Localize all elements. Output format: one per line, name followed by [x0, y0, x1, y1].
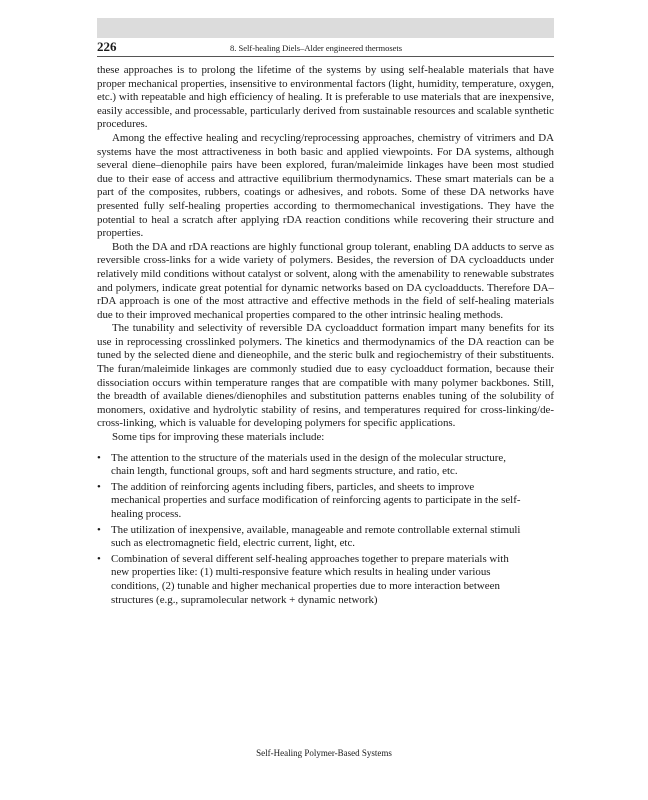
list-item-text: The attention to the structure of the materials used in the design of the molecular structure, chain length, functional groups, soft and hard segments structure, and ratio, etc.: [111, 451, 506, 478]
list-item: [97, 553, 524, 607]
paragraph-da-rda: Both the DA and rDA reactions are highly functional group tolerant, enabling DA adducts to serve as reversible cross-links for a wide variety of polymers. Besides, the reversion of DA cycloadducts under relatively mild conditions without catalyst or solvent, along with the amenability to renewable substrates and polymers, indicate great potential for dynamic networks based on DA cycloadducts. Therefore DA–rDA approach is one of the most attractive and effective methods in the field of self-healing materials due to their improved mechanical properties compared to the other intrinsic healing methods.: [97, 240, 554, 321]
footer-book-title: Self-Healing Polymer-Based Systems: [256, 748, 392, 758]
list-item: [97, 524, 524, 551]
list-item-text: The addition of reinforcing agents including fibers, particles, and sheets to improve mechanical properties and surface modification of reinforcing agents to participate in the self-healing process.: [111, 480, 521, 520]
header-bar: [97, 18, 554, 38]
list-item: [97, 452, 524, 479]
paragraph-tips-intro: Some tips for improving these materials include:: [112, 431, 325, 444]
list-item: [97, 481, 524, 522]
header-rule: [97, 56, 554, 57]
tips-list: [97, 452, 554, 608]
paragraph-vitrimers-da: Among the effective healing and recycling/reprocessing approaches, chemistry of vitrimers and DA systems have the most attractiveness in both basic and applied viewpoints. For DA systems, although several diene–dienophile pairs have been explored, furan/maleimide linkages have been most studied due to their ease of access and attractive equilibrium thermodynamics. These smart materials can be a part of the composites, rubbers, coatings or adhesives, and robots. Some of these DA networks have presented fully self-healing properties according to thermomechanical investigations. They have the potential to heal a scratch after applying rDA reaction conditions while recovering their structure and properties.: [97, 131, 554, 240]
paragraph-continuation: these approaches is to prolong the lifetime of the systems by using self-healable materials that have proper mechanical properties, insensitive to environmental factors (light, humidity, temperature, oxygen, etc.) with repeatable and high efficiency of healing. It is preferable to use materials that are inexpensive, easily accessible, and processable, particularly derived from sustainable resources and scalable synthetic procedures.: [97, 64, 554, 131]
page-number: 226: [97, 39, 117, 54]
bullet-icon: •: [97, 523, 101, 536]
running-head: 8. Self-healing Diels–Alder engineered thermosets: [230, 43, 403, 53]
list-item-text: Combination of several different self-healing approaches together to prepare materials with new properties like: (1) multi-responsive feature which results in healing under various conditions, (2) tunable and higher mechanical properties due to more interaction between structures (e.g., supramolecular network + dynamic network): [111, 552, 509, 606]
bullet-icon: •: [97, 480, 101, 493]
bullet-icon: •: [97, 552, 101, 565]
paragraph-tunability: The tunability and selectivity of reversible DA cycloadduct formation impart many benefits for its use in reprocessing crosslinked polymers. The kinetics and thermodynamics of the DA reaction can be tuned by the selected diene and dieneophile, and the steric bulk and regiochemistry of their substituents. The furan/maleimide linkages are commonly studied due to easy cycloadduct formation, because their dissociation occurs within temperature ranges that are compatible with many polymer backbones. Still, the breadth of available dienes/dienophiles and substitution patterns enables tuning of the solubility of monomers, oxidative and hydrolytic stability of resins, and temperatures required for cross-linking/de-cross-linking, which is valuable for developing polymers for specific applications.: [97, 322, 554, 430]
body-text: [97, 64, 554, 609]
list-item-text: The utilization of inexpensive, available, manageable and remote controllable external stimuli such as electromagnetic field, electric current, light, etc.: [111, 523, 521, 550]
bullet-icon: •: [97, 451, 101, 464]
